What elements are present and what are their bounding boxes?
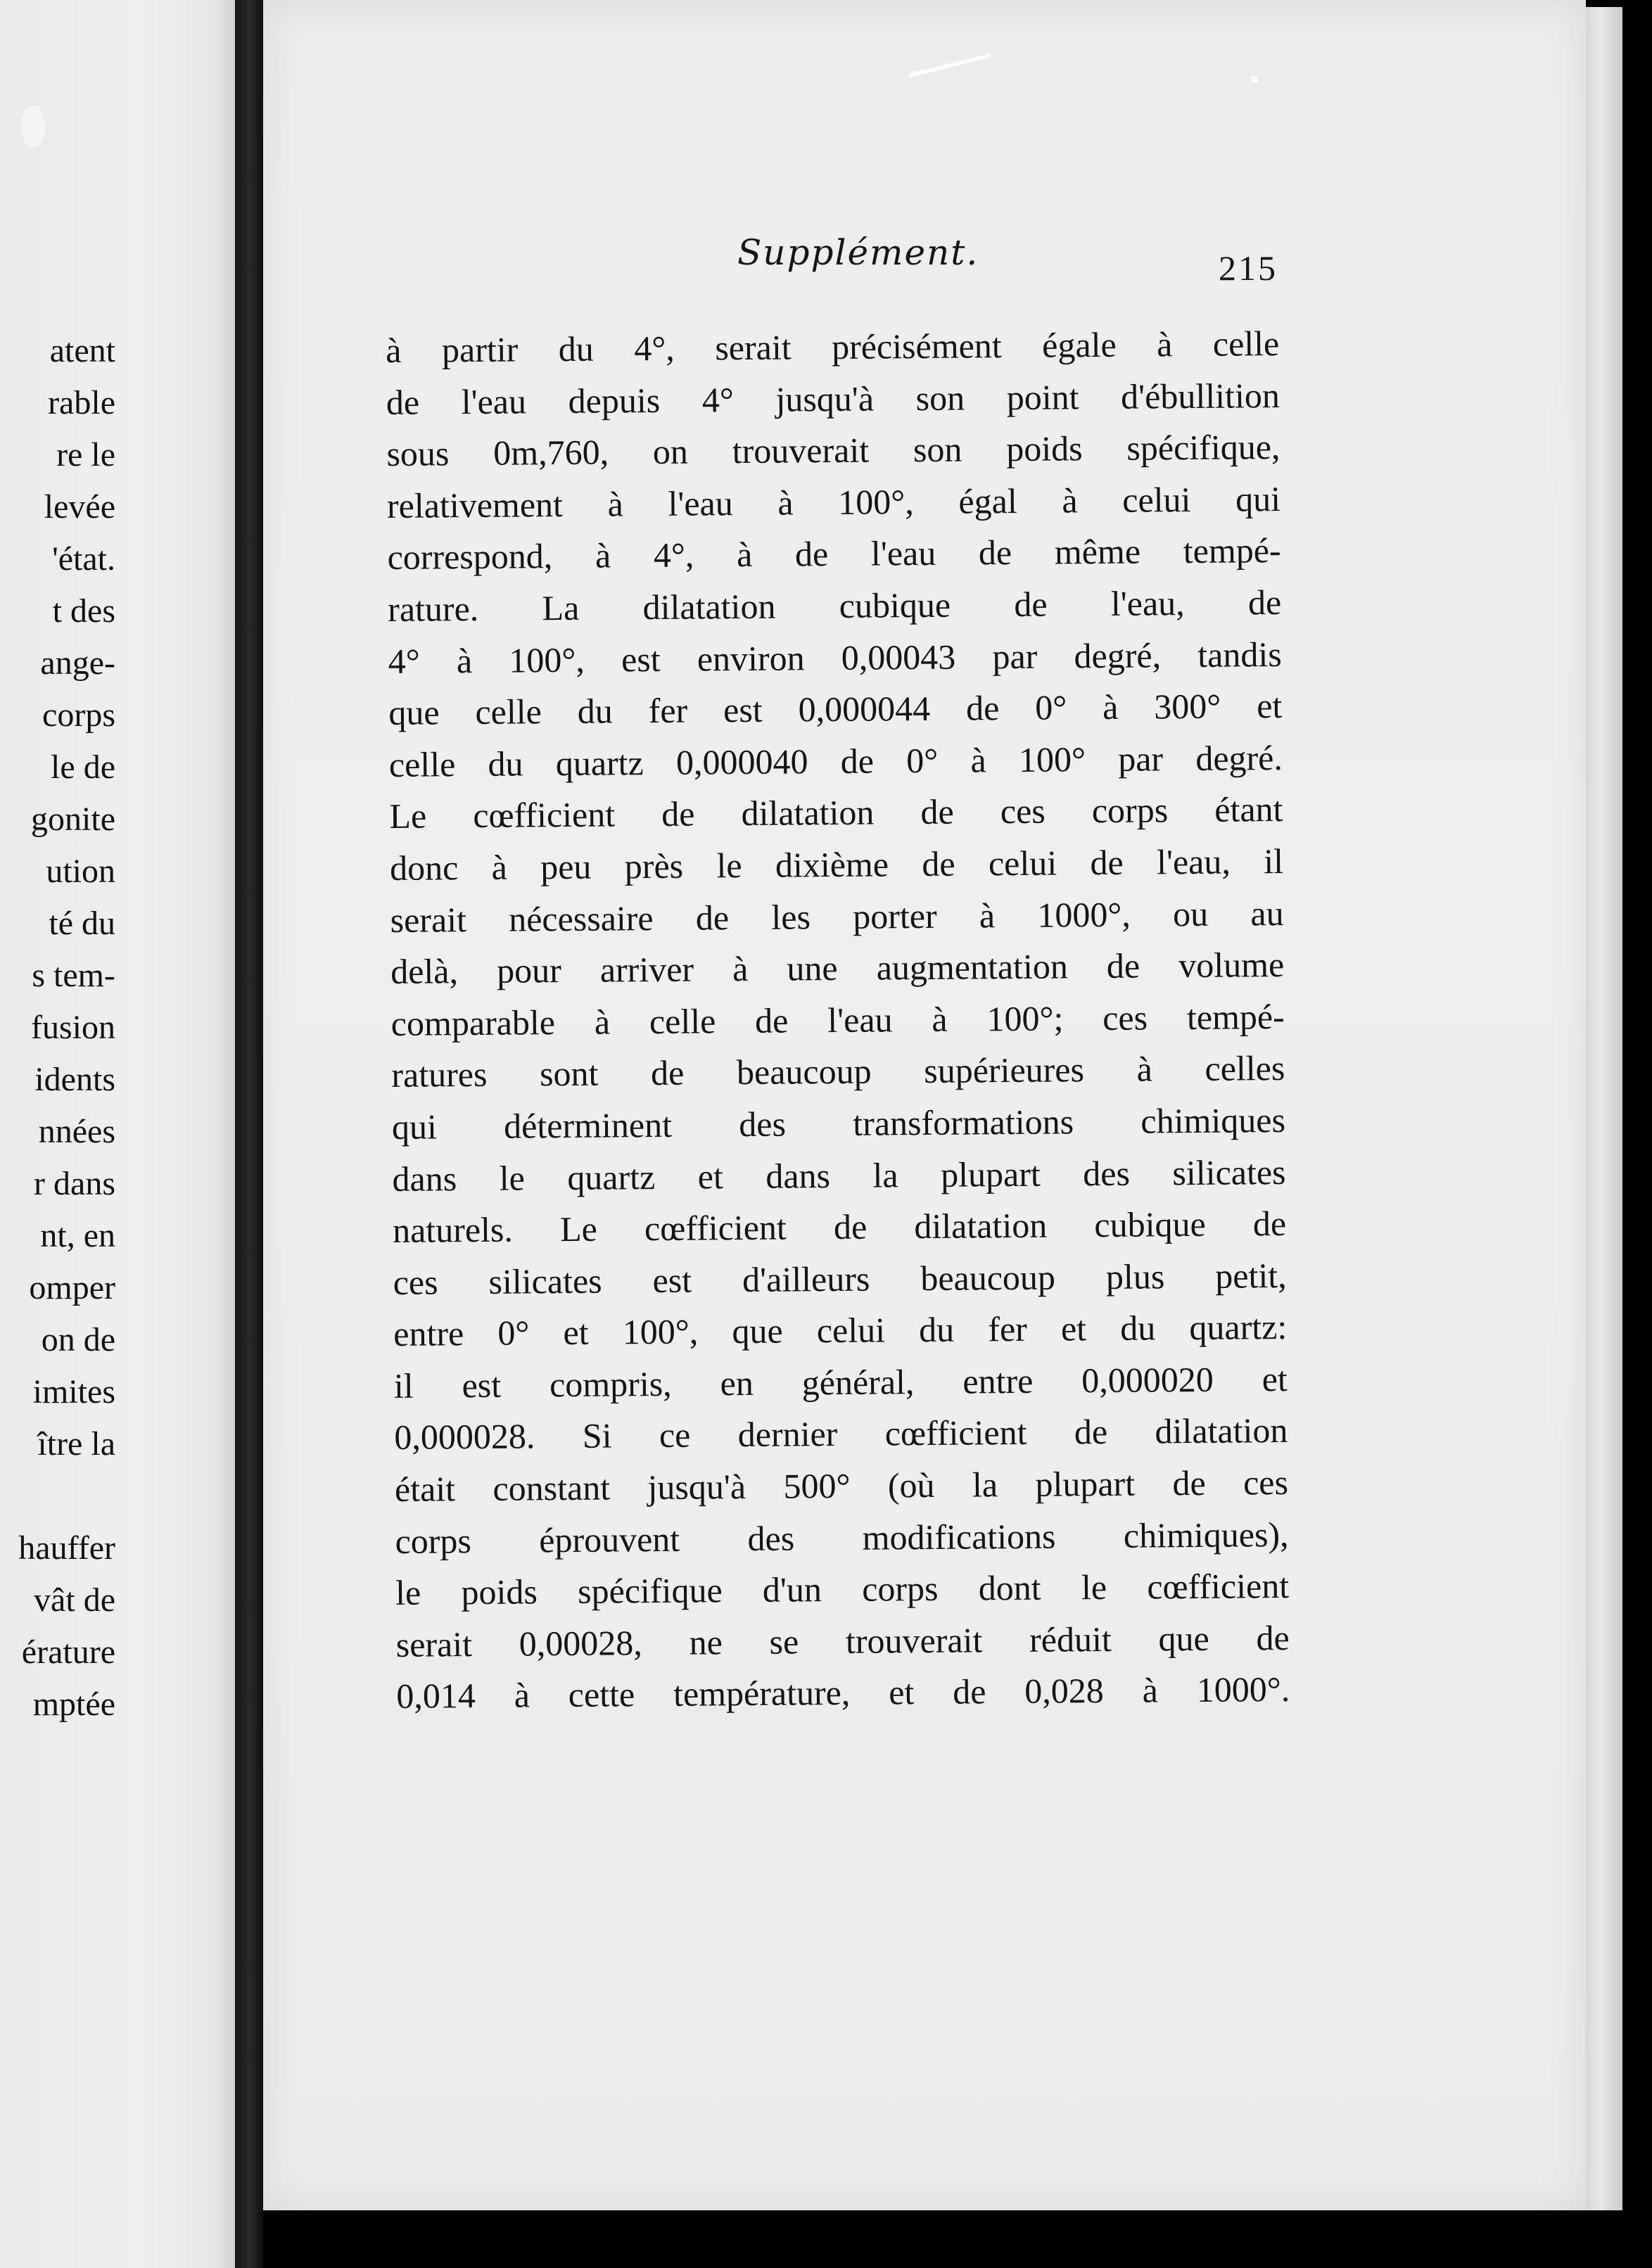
- left-line: s tem-: [32, 957, 115, 994]
- body-line: delà, pour arriver à une augmentation de volume: [390, 945, 1285, 992]
- left-line: 'état.: [52, 540, 115, 578]
- left-line: on de: [41, 1321, 115, 1358]
- left-line: gonite: [31, 801, 115, 838]
- left-line: hauffer: [18, 1529, 115, 1567]
- page-number: 215: [1219, 248, 1278, 288]
- left-line: rable: [48, 384, 115, 421]
- body-line: 4° à 100°, est environ 0,00043 par degré, tandis: [388, 634, 1282, 681]
- left-line: mptée: [32, 1686, 115, 1723]
- body-line: comparable à celle de l'eau à 100°; ces tempé-: [390, 996, 1285, 1043]
- body-line: serait nécessaire de les porter à 1000°, ou au: [390, 893, 1284, 940]
- body-line: le poids spécifique d'un corps dont le cœfficient: [395, 1566, 1290, 1613]
- left-line: t des: [52, 592, 115, 630]
- body-line: ces silicates est d'ailleurs beaucoup plus petit,: [393, 1255, 1287, 1302]
- left-line: le de: [51, 748, 115, 786]
- body-line: de l'eau depuis 4° jusqu'à son point d'ébullition: [386, 375, 1281, 422]
- body-line: Le cœfficient de dilatation de ces corps étant: [389, 789, 1283, 836]
- left-line: idents: [34, 1061, 115, 1098]
- body-line: qui déterminent des transformations chimiques: [391, 1100, 1286, 1147]
- left-line: nnées: [38, 1113, 115, 1150]
- body-line: donc à peu près le dixième de celui de l'eau, il: [389, 841, 1284, 888]
- body-line: sous 0m,760, on trouverait son poids spécifique,: [386, 427, 1281, 474]
- scan-speck: [21, 106, 45, 148]
- body-line: ratures sont de beaucoup supérieures à celles: [391, 1048, 1285, 1095]
- left-line: érature: [21, 1633, 115, 1671]
- left-line: nt, en: [40, 1217, 115, 1254]
- body-line: il est compris, en général, entre 0,000020 et: [393, 1358, 1288, 1406]
- scan-speck: [1251, 76, 1258, 83]
- page-edge-stack: [1586, 7, 1622, 2210]
- body-line: que celle du fer est 0,000044 de 0° à 300° et: [388, 686, 1283, 733]
- body-line: serait 0,00028, ne se trouverait réduit que de: [395, 1617, 1290, 1664]
- body-line: 0,000028. Si ce dernier cœfficient de dilatation: [394, 1410, 1288, 1458]
- body-line: entre 0° et 100°, que celui du fer et du quartz:: [393, 1307, 1288, 1354]
- left-line: imites: [32, 1373, 115, 1410]
- left-line: ange-: [40, 644, 115, 682]
- body-paragraph: [386, 318, 1290, 1723]
- body-line: corps éprouvent des modifications chimiques),: [395, 1514, 1289, 1561]
- left-page-text: [0, 325, 115, 1731]
- left-page-fragment: [0, 0, 235, 2268]
- body-line: relativement à l'eau à 100°, égal à celui qui: [386, 478, 1281, 525]
- left-line: fusion: [31, 1009, 115, 1046]
- left-line: vât de: [34, 1581, 115, 1619]
- left-line: levée: [44, 488, 115, 525]
- left-line: ître la: [37, 1425, 115, 1463]
- body-line: dans le quartz et dans la plupart des silicates: [392, 1152, 1286, 1199]
- left-line: ution: [46, 853, 115, 890]
- left-line: corps: [42, 696, 115, 734]
- left-line: atent: [49, 332, 115, 369]
- book-gutter: [235, 0, 263, 2268]
- body-line: était constant jusqu'à 500° (où la plupart de ces: [394, 1463, 1289, 1510]
- body-line: rature. La dilatation cubique de l'eau, de: [387, 582, 1282, 629]
- left-line: r dans: [34, 1165, 115, 1202]
- body-line: 0,014 à cette température, et de 0,028 à 1000°.: [396, 1669, 1290, 1716]
- body-line: celle du quartz 0,000040 de 0° à 100° par degré.: [388, 737, 1283, 784]
- body-line: naturels. Le cœfficient de dilatation cubique de: [392, 1204, 1287, 1251]
- body-line: à partir du 4°, serait précisément égale à celle: [386, 324, 1280, 370]
- left-line: re le: [56, 436, 115, 473]
- body-line: correspond, à 4°, à de l'eau de même tempé-: [387, 530, 1281, 578]
- left-line: té du: [49, 905, 115, 942]
- left-line: omper: [29, 1269, 115, 1306]
- running-head: Supplément.: [737, 232, 979, 273]
